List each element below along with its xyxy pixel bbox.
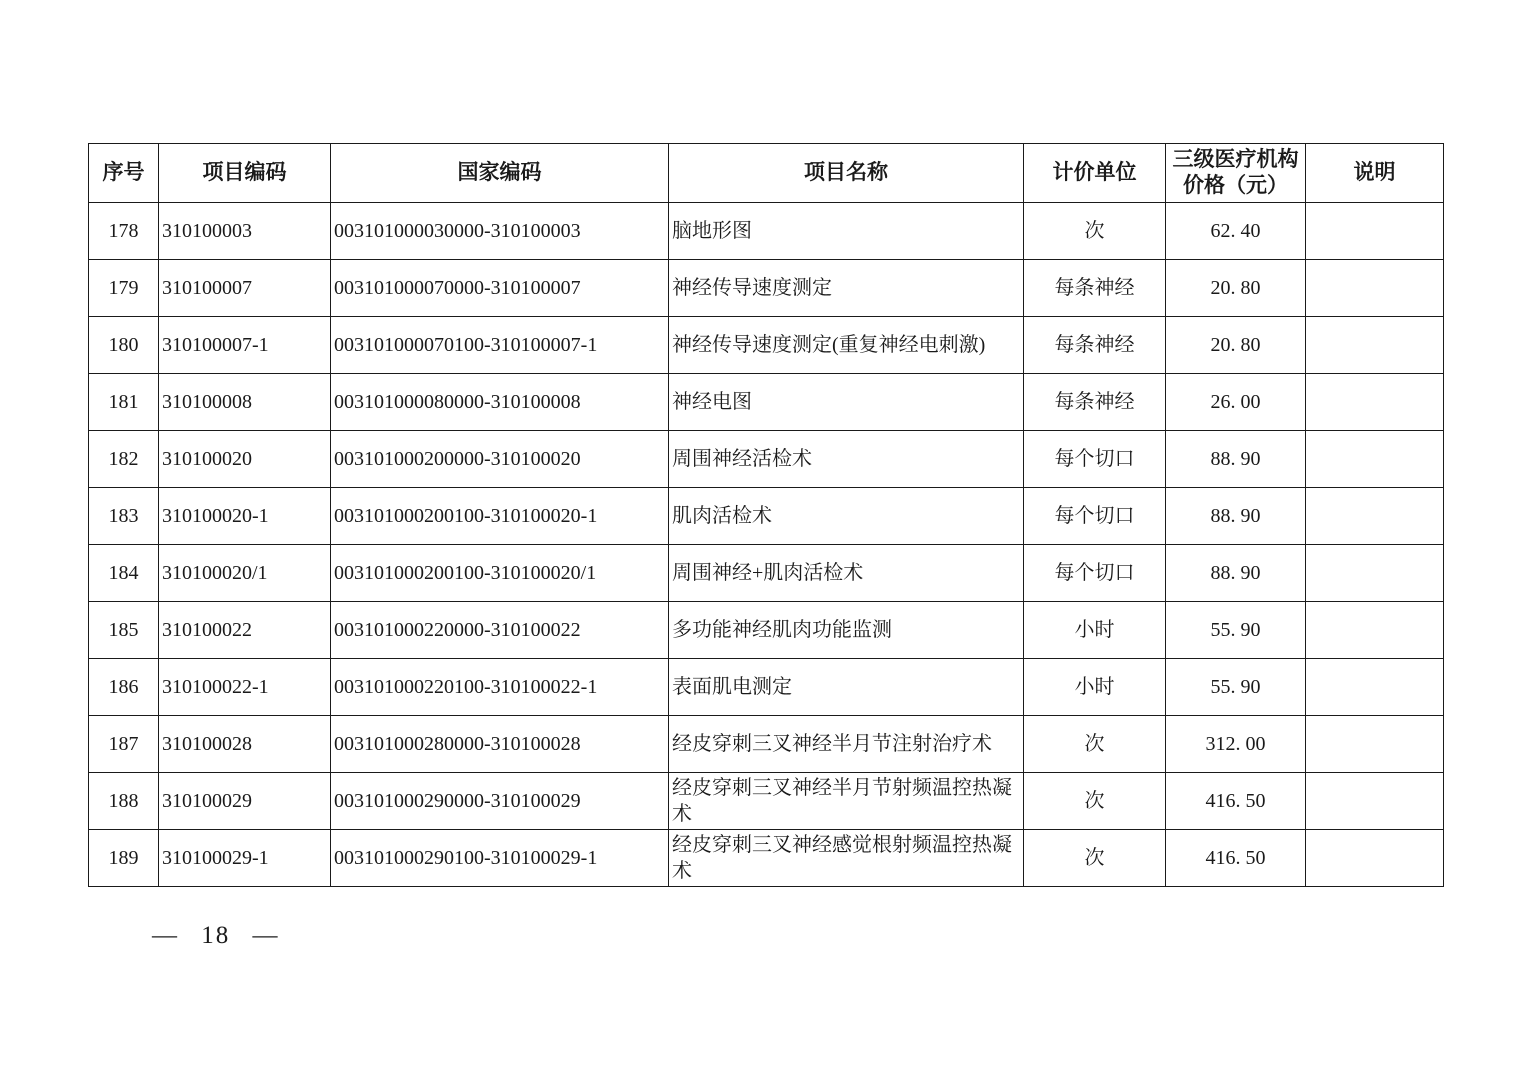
row-unit: 每个切口 [1024, 545, 1166, 602]
row-note [1306, 203, 1444, 260]
row-national-code: 003101000080000-310100008 [331, 374, 669, 431]
row-national-code: 003101000200100-310100020/1 [331, 545, 669, 602]
table-row [89, 374, 1444, 431]
row-note [1306, 545, 1444, 602]
row-note [1306, 659, 1444, 716]
row-note [1306, 830, 1444, 887]
row-seq: 189 [89, 830, 159, 887]
row-code: 310100022-1 [159, 659, 331, 716]
row-national-code: 003101000200100-310100020-1 [331, 488, 669, 545]
row-seq: 182 [89, 431, 159, 488]
row-national-code: 003101000030000-310100003 [331, 203, 669, 260]
table-header-row [89, 144, 1444, 203]
row-name: 经皮穿刺三叉神经半月节射频温控热凝术 [669, 773, 1024, 830]
row-note [1306, 716, 1444, 773]
row-note [1306, 602, 1444, 659]
row-code: 310100007-1 [159, 317, 331, 374]
row-unit: 每个切口 [1024, 488, 1166, 545]
row-name: 神经传导速度测定(重复神经电刺激) [669, 317, 1024, 374]
row-note [1306, 260, 1444, 317]
row-price: 88. 90 [1166, 431, 1306, 488]
row-code: 310100008 [159, 374, 331, 431]
row-seq: 184 [89, 545, 159, 602]
row-name: 周围神经+肌肉活检术 [669, 545, 1024, 602]
row-price: 312. 00 [1166, 716, 1306, 773]
row-price: 62. 40 [1166, 203, 1306, 260]
row-seq: 183 [89, 488, 159, 545]
header-price-line2: 价格（元） [1183, 174, 1288, 197]
table-row [89, 830, 1444, 887]
row-name: 脑地形图 [669, 203, 1024, 260]
row-code: 310100022 [159, 602, 331, 659]
row-unit: 次 [1024, 773, 1166, 830]
row-unit: 次 [1024, 830, 1166, 887]
row-price: 55. 90 [1166, 659, 1306, 716]
row-unit: 小时 [1024, 602, 1166, 659]
row-unit: 小时 [1024, 659, 1166, 716]
row-national-code: 003101000070100-310100007-1 [331, 317, 669, 374]
table-row [89, 317, 1444, 374]
row-code: 310100028 [159, 716, 331, 773]
row-name: 肌肉活检术 [669, 488, 1024, 545]
row-national-code: 003101000200000-310100020 [331, 431, 669, 488]
row-unit: 每条神经 [1024, 260, 1166, 317]
row-price: 20. 80 [1166, 260, 1306, 317]
header-note: 说明 [1306, 144, 1444, 203]
row-note [1306, 374, 1444, 431]
table-row [89, 716, 1444, 773]
row-price: 88. 90 [1166, 545, 1306, 602]
medical-price-table [88, 143, 1444, 887]
row-name: 神经传导速度测定 [669, 260, 1024, 317]
row-name: 神经电图 [669, 374, 1024, 431]
table-row [89, 659, 1444, 716]
row-seq: 179 [89, 260, 159, 317]
row-name: 周围神经活检术 [669, 431, 1024, 488]
row-unit: 次 [1024, 203, 1166, 260]
header-price [1166, 144, 1306, 203]
row-seq: 178 [89, 203, 159, 260]
table-row [89, 488, 1444, 545]
row-note [1306, 488, 1444, 545]
row-price: 416. 50 [1166, 830, 1306, 887]
row-name: 经皮穿刺三叉神经半月节注射治疗术 [669, 716, 1024, 773]
row-unit: 每条神经 [1024, 374, 1166, 431]
row-national-code: 003101000070000-310100007 [331, 260, 669, 317]
row-code: 310100020 [159, 431, 331, 488]
row-code: 310100029-1 [159, 830, 331, 887]
header-price-line1: 三级医疗机构 [1172, 147, 1299, 171]
row-national-code: 003101000290100-310100029-1 [331, 830, 669, 887]
row-price: 55. 90 [1166, 602, 1306, 659]
row-code: 310100003 [159, 203, 331, 260]
header-unit: 计价单位 [1024, 144, 1166, 203]
table-row [89, 431, 1444, 488]
row-national-code: 003101000220100-310100022-1 [331, 659, 669, 716]
header-national-code: 国家编码 [331, 144, 669, 203]
row-price: 88. 90 [1166, 488, 1306, 545]
row-note [1306, 431, 1444, 488]
row-code: 310100020/1 [159, 545, 331, 602]
row-note [1306, 773, 1444, 830]
row-note [1306, 317, 1444, 374]
header-seq: 序号 [89, 144, 159, 203]
header-name: 项目名称 [669, 144, 1024, 203]
page-number: — 18 — [152, 922, 280, 949]
row-seq: 187 [89, 716, 159, 773]
row-unit: 每个切口 [1024, 431, 1166, 488]
row-seq: 181 [89, 374, 159, 431]
table-row [89, 602, 1444, 659]
row-price: 20. 80 [1166, 317, 1306, 374]
row-seq: 186 [89, 659, 159, 716]
table-row [89, 260, 1444, 317]
row-unit: 次 [1024, 716, 1166, 773]
row-national-code: 003101000280000-310100028 [331, 716, 669, 773]
row-seq: 180 [89, 317, 159, 374]
row-national-code: 003101000290000-310100029 [331, 773, 669, 830]
row-price: 416. 50 [1166, 773, 1306, 830]
row-national-code: 003101000220000-310100022 [331, 602, 669, 659]
table-row [89, 545, 1444, 602]
row-code: 310100029 [159, 773, 331, 830]
row-name: 表面肌电测定 [669, 659, 1024, 716]
table-row [89, 773, 1444, 830]
table-row [89, 203, 1444, 260]
row-price: 26. 00 [1166, 374, 1306, 431]
row-code: 310100007 [159, 260, 331, 317]
row-unit: 每条神经 [1024, 317, 1166, 374]
row-seq: 188 [89, 773, 159, 830]
row-name: 多功能神经肌肉功能监测 [669, 602, 1024, 659]
header-code: 项目编码 [159, 144, 331, 203]
row-name: 经皮穿刺三叉神经感觉根射频温控热凝术 [669, 830, 1024, 887]
row-code: 310100020-1 [159, 488, 331, 545]
row-seq: 185 [89, 602, 159, 659]
